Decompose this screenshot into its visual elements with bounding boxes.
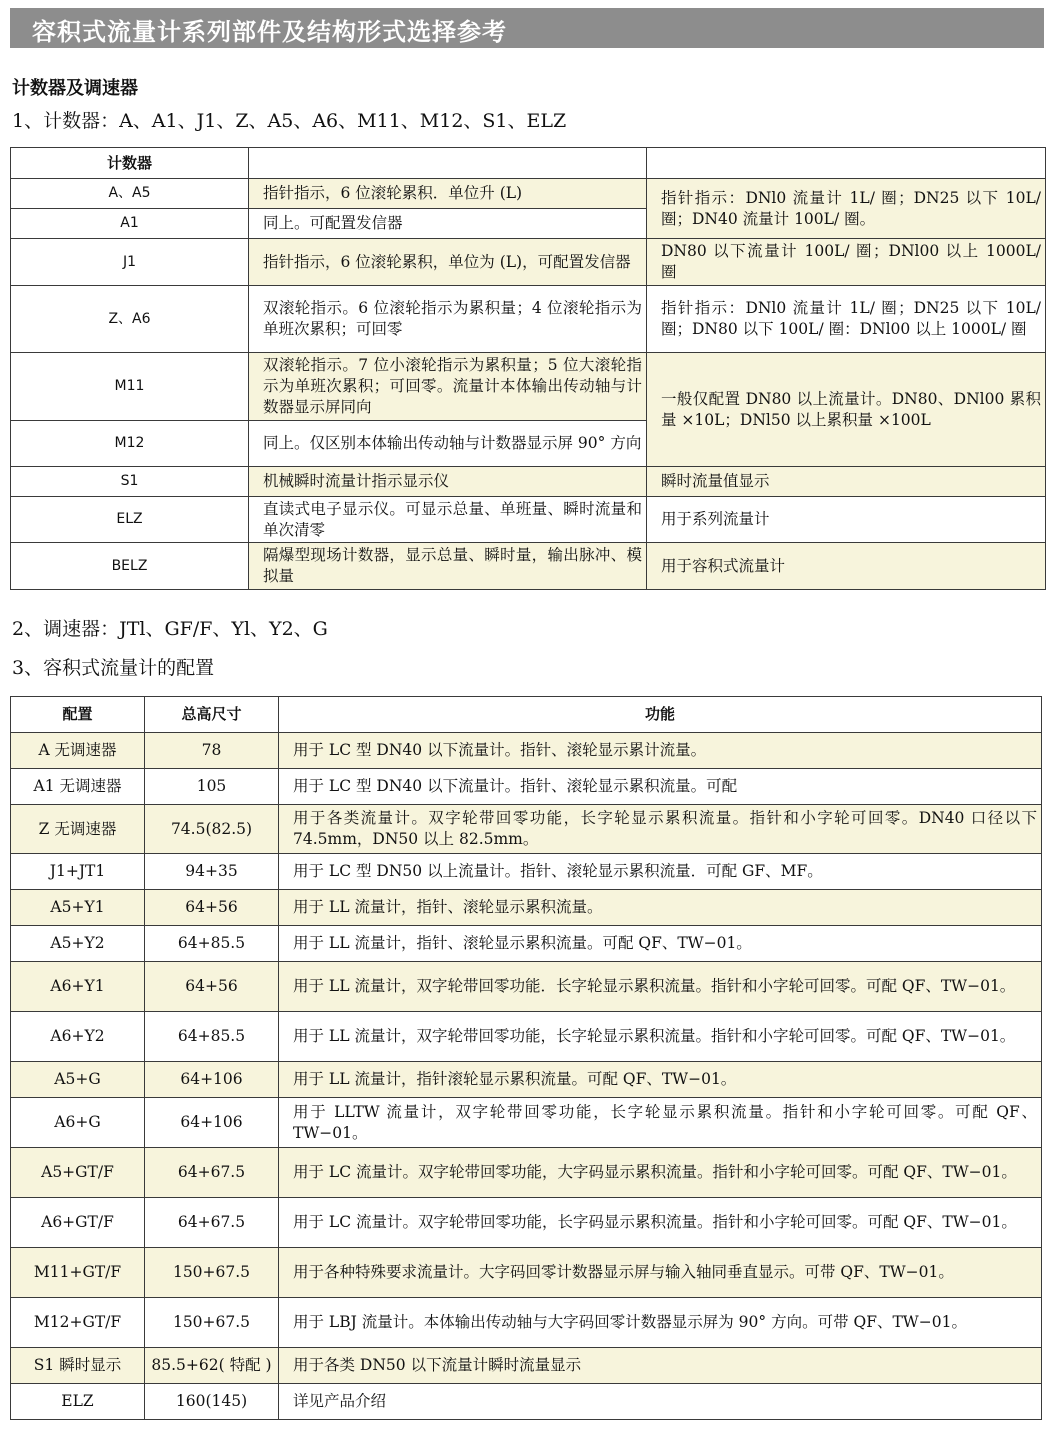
counter-desc: 双滚轮指示。7 位小滚轮指示为累积量；5 位大滚轮指示为单班次累积；可回零。流量计本体输出传动轴与计数器显示屏同向 xyxy=(249,353,647,421)
function-desc: 用于 LL 流量计，双字轮带回零功能，长字轮显示累积流量。指针和小字轮可回零。可配 QF、TW−01。 xyxy=(279,1012,1042,1062)
table-row xyxy=(11,179,1046,209)
counter-desc: 双滚轮指示。6 位滚轮指示为累积量；4 位滚轮指示为单班次累积；可回零 xyxy=(249,286,647,353)
function-desc: 用于 LL 流量计，双字轮带回零功能．长字轮显示累积流量。指针和小字轮可回零。可配 QF、TW−01。 xyxy=(279,962,1042,1012)
table-row xyxy=(11,1298,1042,1348)
function-desc: 用于各类 DN50 以下流量计瞬时流量显示 xyxy=(279,1348,1042,1384)
table-row xyxy=(11,805,1042,854)
counter-desc: 指针指示，6 位滚轮累积，单位为 (L)，可配置发信器 xyxy=(249,239,647,286)
config-name: ELZ xyxy=(11,1384,145,1420)
table-row xyxy=(11,353,1046,421)
page-title: 容积式流量计系列部件及结构形式选择参考 xyxy=(32,18,507,46)
total-height: 64+56 xyxy=(145,890,279,926)
table-row xyxy=(11,239,1046,286)
total-height: 150+67.5 xyxy=(145,1248,279,1298)
function-desc: 用于各类流量计。双字轮带回零功能，长字轮显示累积流量。指针和小字轮可回零。DN40 口径以下 74.5mm，DN50 以上 82.5mm。 xyxy=(279,805,1042,854)
table-row xyxy=(11,467,1046,497)
counter-name: S1 xyxy=(11,467,249,497)
function-desc: 用于 LC 流量计。双字轮带回零功能，大字码显示累积流量。指针和小字轮可回零。可配 QF、TW−01。 xyxy=(279,1148,1042,1198)
config-name: J1+JT1 xyxy=(11,854,145,890)
table-row xyxy=(11,1148,1042,1198)
total-height: 74.5(82.5) xyxy=(145,805,279,854)
counter-note: 一般仅配置 DN80 以上流量计。DN80、DNl00 累积量 ×10L；DNl50 以上累积量 ×100L xyxy=(647,353,1046,467)
config-name: M12+GT/F xyxy=(11,1298,145,1348)
table-row xyxy=(11,497,1046,543)
config-name: A5+Y1 xyxy=(11,890,145,926)
column-header-empty xyxy=(249,148,647,179)
config-name: A6+G xyxy=(11,1098,145,1148)
function-desc: 用于 LC 型 DN40 以下流量计。指针、滚轮显示累积流量。可配 xyxy=(279,769,1042,805)
counter-desc: 指针指示，6 位滚轮累积．单位升 (L) xyxy=(249,179,647,209)
counter-note: 瞬时流量值显示 xyxy=(647,467,1046,497)
total-height: 64+67.5 xyxy=(145,1198,279,1248)
total-height: 105 xyxy=(145,769,279,805)
counter-desc: 同上。可配置发信器 xyxy=(249,209,647,239)
table-row xyxy=(11,1098,1042,1148)
counter-desc: 直读式电子显示仪。可显示总量、单班量、瞬时流量和单次清零 xyxy=(249,497,647,543)
column-header: 计数器 xyxy=(11,148,249,179)
counter-note: 用于系列流量计 xyxy=(647,497,1046,543)
table-row xyxy=(11,890,1042,926)
column-header: 配置 xyxy=(11,697,145,733)
function-desc: 用于 LL 流量计，指针、滚轮显示累积流量。可配 QF、TW−01。 xyxy=(279,926,1042,962)
counter-desc: 机械瞬时流量计指示显示仪 xyxy=(249,467,647,497)
counter-name: J1 xyxy=(11,239,249,286)
counter-name: M12 xyxy=(11,421,249,467)
total-height: 94+35 xyxy=(145,854,279,890)
total-height: 64+106 xyxy=(145,1098,279,1148)
config-name: A6+GT/F xyxy=(11,1198,145,1248)
title-banner xyxy=(10,8,1044,48)
total-height: 160(145) xyxy=(145,1384,279,1420)
config-name: A5+G xyxy=(11,1062,145,1098)
total-height: 85.5+62( 特配 ) xyxy=(145,1348,279,1384)
total-height: 78 xyxy=(145,733,279,769)
function-desc: 用于 LBJ 流量计。本体输出传动轴与大字码回零计数器显示屏为 90° 方向。可带 QF、TW−01。 xyxy=(279,1298,1042,1348)
total-height: 64+67.5 xyxy=(145,1148,279,1198)
total-height: 64+85.5 xyxy=(145,926,279,962)
total-height: 64+106 xyxy=(145,1062,279,1098)
config-table xyxy=(10,696,1042,1420)
counter-name: A、A5 xyxy=(11,179,249,209)
counter-list: 1、计数器：A、A1、J1、Z、A5、A6、M11、M12、S1、ELZ xyxy=(12,110,567,132)
config-name: M11+GT/F xyxy=(11,1248,145,1298)
table-row xyxy=(11,1384,1042,1420)
config-name: S1 瞬时显示 xyxy=(11,1348,145,1384)
table-header-row xyxy=(11,148,1046,179)
table-row xyxy=(11,1348,1042,1384)
function-desc: 用于 LC 型 DN40 以下流量计。指针、滚轮显示累计流量。 xyxy=(279,733,1042,769)
counter-note: 用于容积式流量计 xyxy=(647,543,1046,590)
column-header-empty xyxy=(647,148,1046,179)
table-row xyxy=(11,769,1042,805)
config-name: Z 无调速器 xyxy=(11,805,145,854)
table-row xyxy=(11,543,1046,590)
function-desc: 用于各种特殊要求流量计。大字码回零计数器显示屏与输入轴同垂直显示。可带 QF、TW−01。 xyxy=(279,1248,1042,1298)
function-desc: 用于 LC 型 DN50 以上流量计。指针、滚轮显示累积流量．可配 GF、MF。 xyxy=(279,854,1042,890)
counter-name: BELZ xyxy=(11,543,249,590)
counter-desc: 同上。仅区别本体输出传动轴与计数器显示屏 90° 方向 xyxy=(249,421,647,467)
function-desc: 用于 LL 流量计，指针、滚轮显示累积流量。 xyxy=(279,890,1042,926)
counter-table xyxy=(10,147,1046,590)
column-header: 总高尺寸 xyxy=(145,697,279,733)
total-height: 64+85.5 xyxy=(145,1012,279,1062)
counter-name: ELZ xyxy=(11,497,249,543)
total-height: 150+67.5 xyxy=(145,1298,279,1348)
table-row xyxy=(11,1198,1042,1248)
table-row xyxy=(11,1012,1042,1062)
function-desc: 用于 LC 流量计。双字轮带回零功能，长字码显示累积流量。指针和小字轮可回零。可配 QF、TW−01。 xyxy=(279,1198,1042,1248)
table-row xyxy=(11,1248,1042,1298)
config-name: A6+Y1 xyxy=(11,962,145,1012)
table-row xyxy=(11,926,1042,962)
governor-list: 2、调速器：JTl、GF/F、Yl、Y2、G xyxy=(12,618,328,640)
section-heading: 计数器及调速器 xyxy=(12,78,138,99)
counter-note: 指针指示：DNl0 流量计 1L/ 圈；DN25 以下 10L/ 圈；DN40 流量计 100L/ 圈。 xyxy=(647,179,1046,239)
column-header: 功能 xyxy=(279,697,1042,733)
table-row xyxy=(11,854,1042,890)
config-name: A 无调速器 xyxy=(11,733,145,769)
counter-desc: 隔爆型现场计数器，显示总量、瞬时量，输出脉冲、模拟量 xyxy=(249,543,647,590)
config-name: A5+GT/F xyxy=(11,1148,145,1198)
counter-name: A1 xyxy=(11,209,249,239)
table-row xyxy=(11,286,1046,353)
function-desc: 用于 LLTW 流量计，双字轮带回零功能，长字轮显示累积流量。指针和小字轮可回零。可配 QF、TW−01。 xyxy=(279,1098,1042,1148)
counter-name: M11 xyxy=(11,353,249,421)
counter-note: DN80 以下流量计 100L/ 圈；DNl00 以上 1000L/ 圈 xyxy=(647,239,1046,286)
table-row xyxy=(11,733,1042,769)
counter-note: 指针指示：DNl0 流量计 1L/ 圈；DN25 以下 10L/ 圈；DN80 以下 100L/ 圈：DNl00 以上 1000L/ 圈 xyxy=(647,286,1046,353)
config-name: A1 无调速器 xyxy=(11,769,145,805)
config-name: A6+Y2 xyxy=(11,1012,145,1062)
counter-name: Z、A6 xyxy=(11,286,249,353)
config-heading: 3、容积式流量计的配置 xyxy=(12,657,215,679)
function-desc: 详见产品介绍 xyxy=(279,1384,1042,1420)
function-desc: 用于 LL 流量计，指针滚轮显示累积流量。可配 QF、TW−01。 xyxy=(279,1062,1042,1098)
total-height: 64+56 xyxy=(145,962,279,1012)
table-row xyxy=(11,1062,1042,1098)
config-name: A5+Y2 xyxy=(11,926,145,962)
table-row xyxy=(11,962,1042,1012)
config-table-body xyxy=(11,733,1042,1420)
table-header-row xyxy=(11,697,1042,733)
